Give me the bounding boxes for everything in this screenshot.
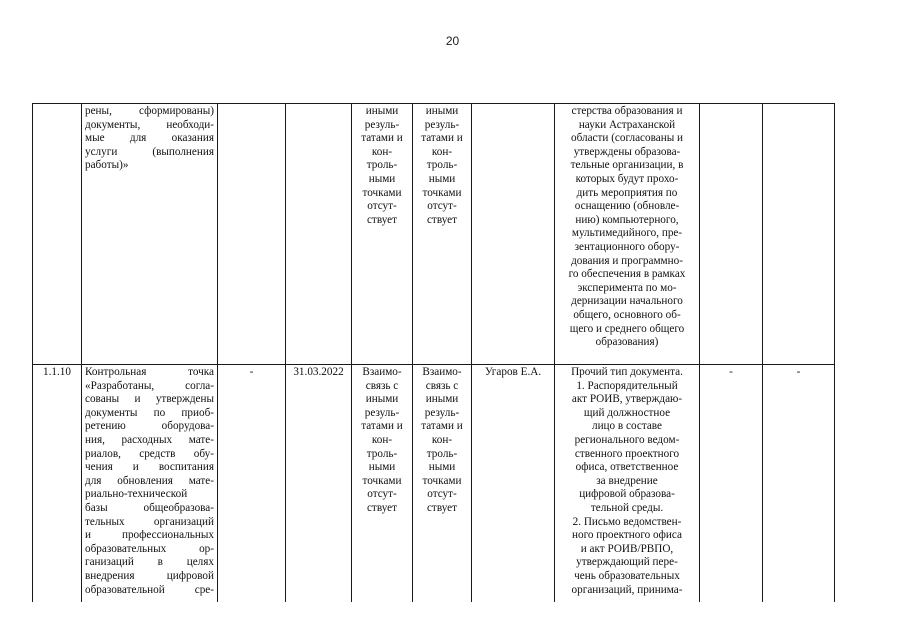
table-row bbox=[33, 104, 835, 365]
link2-line: точками bbox=[422, 474, 462, 487]
document-line: ственного проектного bbox=[574, 447, 680, 460]
cell-document bbox=[555, 104, 700, 365]
document-line: образования) bbox=[595, 336, 659, 349]
link2-line: ствует bbox=[426, 501, 458, 514]
link1-line: связь с bbox=[365, 379, 399, 392]
document-line: ного проектного офиса bbox=[572, 529, 682, 542]
name-line: тельных организаций bbox=[85, 515, 214, 528]
date-value: 31.03.2022 bbox=[293, 366, 344, 378]
document-line: эксперимента по мо- bbox=[577, 281, 677, 294]
document-line: регионального ведом- bbox=[574, 433, 680, 446]
name-line: чения и воспитания bbox=[85, 461, 214, 474]
col3-value: - bbox=[249, 366, 254, 378]
link1-line: кон- bbox=[371, 145, 393, 158]
cell-date bbox=[286, 365, 352, 603]
link2-line: кон- bbox=[431, 145, 453, 158]
link1-line: отсут- bbox=[367, 488, 397, 501]
document-line: дернизации начального bbox=[571, 295, 683, 308]
cell-col10 bbox=[763, 104, 835, 365]
document-line: акт РОИВ, утверждаю- bbox=[571, 393, 683, 406]
cell-col3 bbox=[218, 365, 286, 603]
name-line: и профессиональных bbox=[85, 529, 214, 542]
cell-name bbox=[82, 104, 218, 365]
col10-value: - bbox=[796, 366, 801, 378]
col9-value: - bbox=[729, 366, 733, 378]
cell-link-1 bbox=[352, 365, 413, 603]
document-line: области (согласованы и bbox=[571, 132, 683, 145]
item-number: 1.1.10 bbox=[43, 366, 71, 378]
name-line: документы, необходи- bbox=[85, 118, 214, 131]
document-line: тельные организации, в bbox=[570, 159, 684, 172]
link2-line: резуль- bbox=[424, 406, 460, 419]
document-line: организаций, принима- bbox=[571, 583, 683, 596]
link2-line: троль- bbox=[426, 447, 458, 460]
link2-line: татами и bbox=[421, 132, 463, 145]
document-line: щего и среднего общего bbox=[569, 322, 685, 335]
link2-line: кон- bbox=[431, 433, 453, 446]
name-line: ретению оборудова- bbox=[85, 420, 214, 433]
name-line: сованы и утверждены bbox=[85, 393, 214, 406]
cell-number bbox=[33, 104, 82, 365]
name-line: ния, расходных мате- bbox=[85, 433, 214, 446]
link2-line: Взаимо- bbox=[422, 366, 462, 378]
link2-line: связь с bbox=[425, 379, 459, 392]
document-line: утверждающий пере- bbox=[576, 556, 678, 569]
link1-line: ными bbox=[368, 461, 396, 474]
cell-link-2 bbox=[413, 365, 472, 603]
document-line: зентационного обору- bbox=[574, 240, 680, 253]
link1-line: Взаимо- bbox=[362, 366, 402, 378]
page-number: 20 bbox=[445, 34, 460, 48]
link1-line: точками bbox=[362, 474, 402, 487]
document-line: за внедрение bbox=[596, 474, 658, 487]
name-line: образовательных ор- bbox=[85, 542, 214, 555]
name-line: услуги (выполнения bbox=[85, 145, 214, 158]
cell-link-2 bbox=[413, 104, 472, 365]
link2-line: отсут- bbox=[427, 200, 457, 213]
link2-line: иными bbox=[425, 105, 459, 117]
link2-line: отсут- bbox=[427, 488, 457, 501]
name-line: риально-технической bbox=[85, 488, 188, 501]
link1-line: точками bbox=[362, 186, 402, 199]
document-line: офиса, ответственное bbox=[575, 461, 679, 474]
name-line: ганизаций в целях bbox=[85, 556, 214, 569]
document-line: которых будут прохо- bbox=[575, 172, 679, 185]
name-line: для обновления мате- bbox=[85, 474, 214, 487]
document-line: го обеспечения в рамках bbox=[568, 268, 686, 281]
document-line: щий должностное bbox=[583, 406, 671, 419]
document-line: науки Астраханской bbox=[578, 118, 676, 131]
link2-line: иными bbox=[425, 393, 459, 406]
document-line: мультимедийного, пре- bbox=[571, 227, 683, 240]
cell-number bbox=[33, 365, 82, 603]
name-line: работы)» bbox=[85, 159, 129, 172]
name-line: мые для оказания bbox=[85, 132, 214, 145]
document-line: лицо в составе bbox=[591, 420, 662, 433]
link1-line: троль- bbox=[366, 447, 398, 460]
name-line: «Разработаны, согла- bbox=[85, 379, 214, 392]
cell-col9 bbox=[700, 104, 763, 365]
link1-line: татами и bbox=[361, 420, 403, 433]
document-line: дования и программно- bbox=[571, 254, 683, 267]
document-line: утверждены образова- bbox=[573, 145, 681, 158]
cell-document bbox=[555, 365, 700, 603]
name-line: внедрения цифровой bbox=[85, 569, 214, 582]
name-line: образовательной сре- bbox=[85, 583, 214, 596]
document-line: тельной среды. bbox=[590, 501, 664, 514]
cell-link-1 bbox=[352, 104, 413, 365]
document-line: дить мероприятия по bbox=[576, 186, 678, 199]
link2-line: татами и bbox=[421, 420, 463, 433]
link2-line: ствует bbox=[426, 213, 458, 226]
name-line: риалов, средств обу- bbox=[85, 447, 214, 460]
table-row bbox=[33, 365, 835, 603]
cell-responsible bbox=[472, 104, 555, 365]
cell-col9 bbox=[700, 365, 763, 603]
link1-line: троль- bbox=[366, 159, 398, 172]
link1-line: резуль- bbox=[364, 406, 400, 419]
document-line: Прочий тип документа. bbox=[571, 366, 683, 378]
plan-table bbox=[32, 103, 835, 602]
document-line: чень образовательных bbox=[574, 569, 680, 582]
document-line: стерства образования и bbox=[571, 105, 683, 117]
document-line: 1. Распорядительный bbox=[576, 379, 678, 392]
link1-line: ствует bbox=[366, 501, 398, 514]
responsible-person: Угаров Е.А. bbox=[484, 366, 542, 378]
link1-line: татами и bbox=[361, 132, 403, 145]
link2-line: ными bbox=[428, 461, 456, 474]
cell-date bbox=[286, 104, 352, 365]
cell-col3 bbox=[218, 104, 286, 365]
document-line: цифровой образова- bbox=[579, 488, 675, 501]
link1-line: резуль- bbox=[364, 118, 400, 131]
link2-line: ными bbox=[428, 172, 456, 185]
link1-line: отсут- bbox=[367, 200, 397, 213]
link1-line: кон- bbox=[371, 433, 393, 446]
document-line: общего, основного об- bbox=[573, 308, 681, 321]
link1-line: иными bbox=[365, 105, 399, 117]
document-line: 2. Письмо ведомствен- bbox=[572, 515, 682, 528]
name-line: Контрольная точка bbox=[85, 366, 214, 378]
cell-col10 bbox=[763, 365, 835, 603]
name-line: рены, сформированы) bbox=[85, 105, 214, 117]
link2-line: точками bbox=[422, 186, 462, 199]
link1-line: иными bbox=[365, 393, 399, 406]
document-line: оснащению (обновле- bbox=[574, 200, 680, 213]
cell-responsible bbox=[472, 365, 555, 603]
cell-name bbox=[82, 365, 218, 603]
document-line: и акт РОИВ/РВПО, bbox=[580, 542, 674, 555]
document-line: нию) компьютерного, bbox=[575, 213, 679, 226]
link1-line: ствует bbox=[366, 213, 398, 226]
link2-line: резуль- bbox=[424, 118, 460, 131]
link2-line: троль- bbox=[426, 159, 458, 172]
name-line: базы общеобразова- bbox=[85, 501, 214, 514]
name-line: документы по приоб- bbox=[85, 406, 214, 419]
link1-line: ными bbox=[368, 172, 396, 185]
